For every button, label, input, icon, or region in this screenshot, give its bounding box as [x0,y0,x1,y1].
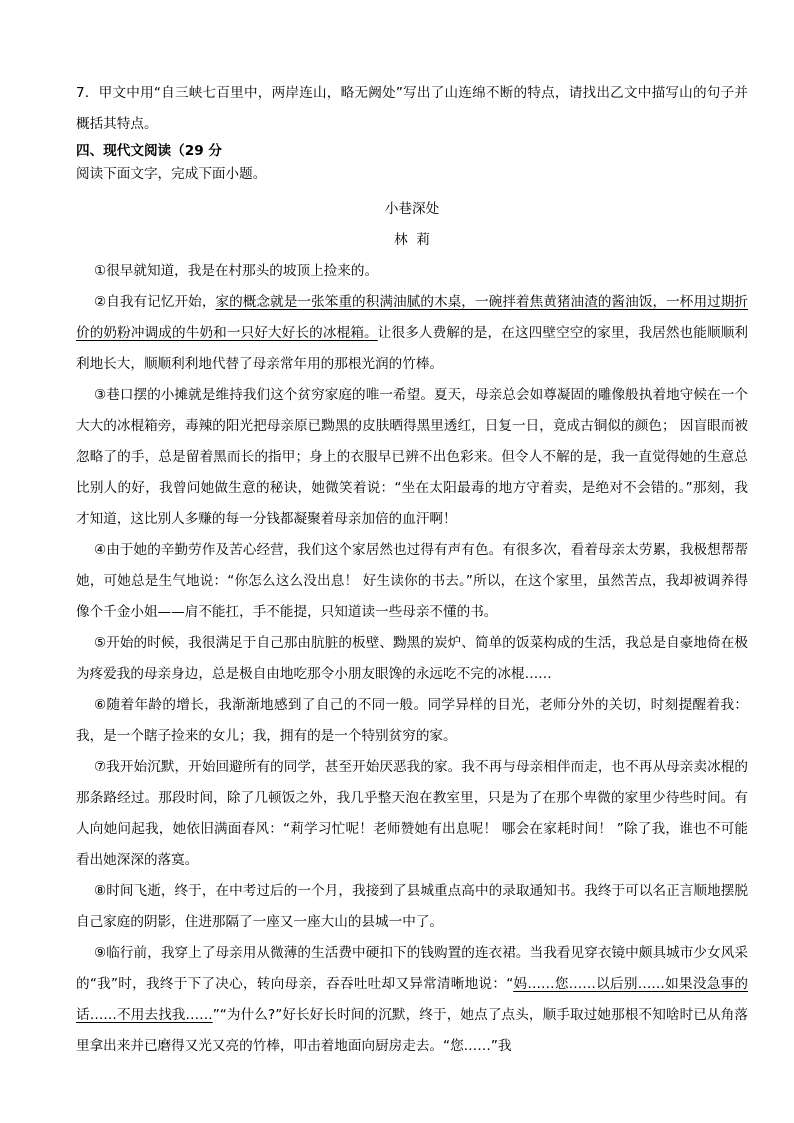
question-7: 7．甲文中用“自三峡七百里中，两岸连山，略无阙处”写出了山连绵不断的特点，请找出乙文中描写山的句子并概括其特点。 [76,85,748,132]
paragraph-2 [76,287,748,380]
paragraph-5: ⑤开始的时候，我很满足于自己那由肮脏的板壁、黝黑的炭炉、简单的饭菜构成的生活，我总是自豪地倚在极为疼爱我的母亲身边，总是极自由地吃那令小朋友眼馋的永远吃不完的冰棍…… [76,635,748,682]
paragraph-1: ①很早就知道，我是在村那头的坡顶上捡来的。 [94,263,379,279]
paragraph-9-intro: ⑨临行前，我穿上了母亲用从微薄的生活费中硬扣下的钱购置的连衣裙。当我看见穿衣镜中颇具城市少女风采的“我”时，我终于下了决心，转向母亲，吞吞吐吐却又异常清晰地说：“ [76,945,748,992]
paragraph-9-underlined: 妈……您……以后别……如果没急事的话……不用去找我…… [76,976,748,1023]
paragraph-9 [76,938,748,1062]
article-author: 林 莉 [394,232,430,248]
paragraph-9-rest: ”“为什么?”好长好长时间的沉默，终于，她点了点头，顺手取过她那根不知啥时已从角落里拿出来并已磨得又光又亮的竹棒，叩击着地面向厨房走去。“您……”我 [76,1007,749,1054]
article-title: 小巷深处 [384,201,440,217]
paragraph-2-intro: ②自我有记忆开始， [94,294,216,310]
section-heading: 四、现代文阅读（29 分 [76,143,222,159]
paragraph-2-rest: 让很多人费解的是，在这四壁空空的家里，我居然也能顺顺利利地长大，顺顺利利地代替了母亲常年用的那根光润的竹棒。 [76,325,749,372]
paragraph-2-underlined: 家的概念就是一张笨重的积满油腻的木桌，一碗拌着焦黄猪油渣的酱油饭，一杯用过期折价的奶粉冲调成的牛奶和一只好大好长的冰棍箱。 [76,294,749,341]
paragraph-7: ⑦我开始沉默，开始回避所有的同学，甚至开始厌恶我的家。我不再与母亲相伴而走，也不再从母亲卖冰棍的那条路经过。那段时间，除了几顿饭之外，我几乎整天泡在教室里，只是为了在那个卑微的家里少待些时间。有人向她问起我，她依旧满面春风：“莉学习忙呢！老师赞她有出息呢！ 哪会在家耗时间！ ”除了我，谁也不可能看出她深深的落寞。 [76,759,748,868]
paragraph-8: ⑧时间飞逝，终于，在中考过后的一个月，我接到了县城重点高中的录取通知书。我终于可以名正言顺地摆脱自己家庭的阴影，住进那隔了一座又一座大山的县城一中了。 [76,883,748,930]
paragraph-4: ④由于她的辛勤劳作及苦心经营，我们这个家居然也过得有声有色。有很多次，看着母亲太劳累，我极想帮帮她，可她总是生气地说：“你怎么这么没出息！ 好生读你的书去。”所以，在这个家里，虽然苦点，我却被调养得像个千金小姐——肩不能扛，手不能提，只知道读一些母亲不懂的书。 [76,542,748,620]
paragraph-3: ③巷口摆的小摊就是维持我们这个贫穷家庭的唯一希望。夏天，母亲总会如尊凝固的雕像般执着地守候在一个大大的冰棍箱旁，毒辣的阳光把母亲原已黝黑的皮肤晒得黑里透红，日复一日，竟成古铜似的颜色； 因盲眼而被忽略了的手，总是留着黑而长的指甲；身上的衣服早已辨不出色彩来。但令人不解的是，我一直觉得她的生意总比别人的好，我曾问她做生意的秘诀，她微笑着说：“坐在太阳最毒的地方守着卖，是绝对不会错的。”那刻，我才知道，这比别人多赚的每一分钱都凝聚着母亲加倍的血汗啊！ [76,387,748,527]
reading-instruction: 阅读下面文字，完成下面小题。 [76,166,267,182]
paragraph-6: ⑥随着年龄的增长，我渐渐地感到了自己的不同一般。同学异样的目光，老师分外的关切，时刻提醒着我：我，是一个瞎子捡来的女儿；我，拥有的是一个特别贫穷的家。 [76,697,748,744]
